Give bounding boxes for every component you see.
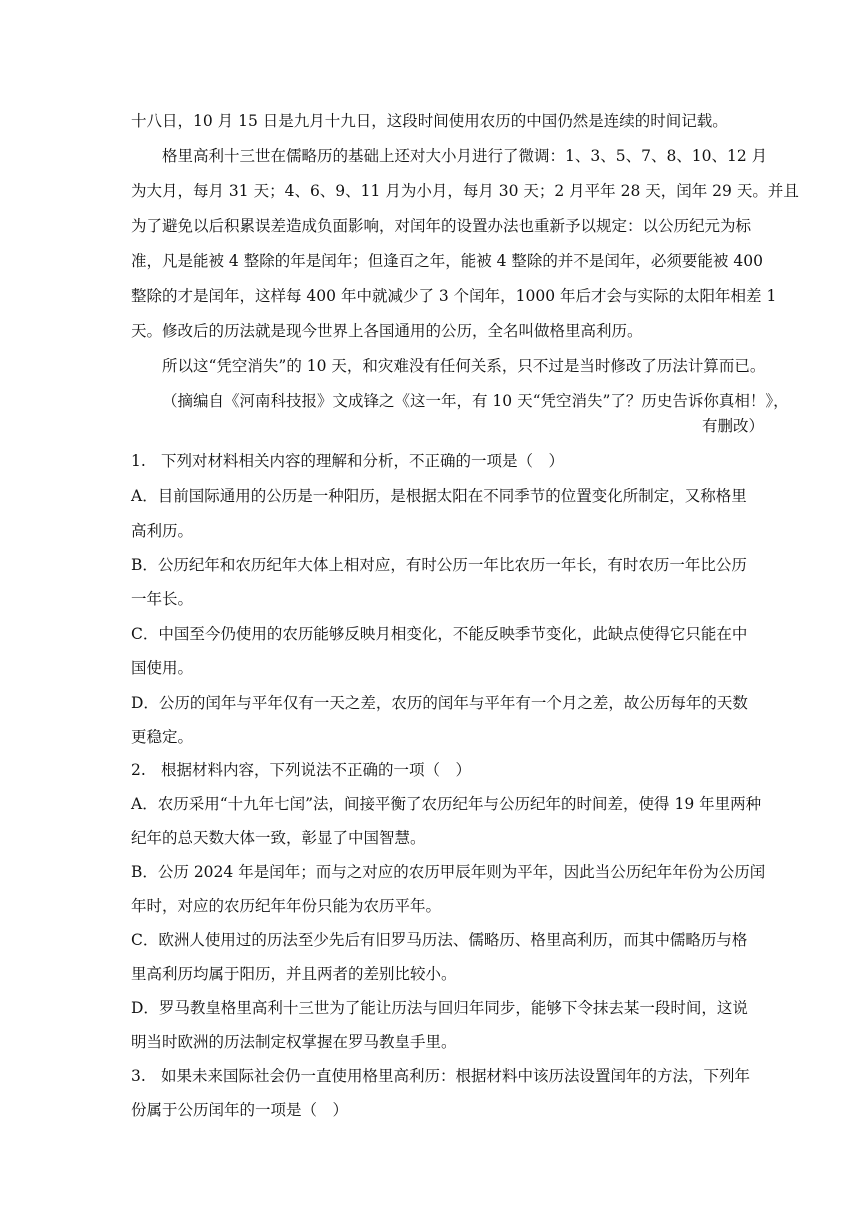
question-stem-cont: 份属于公历闰年的一项是（ ） xyxy=(131,1101,349,1119)
passage-line: 天。修改后的历法就是现今世界上各国通用的公历，全名叫做格里高利历。 xyxy=(131,322,643,340)
option-a: A．目前国际通用的公历是一种阳历，是根据太阳在不同季节的位置变化所制定，又称格里 xyxy=(131,487,747,505)
passage-line: 格里高利十三世在儒略历的基础上还对大小月进行了微调：1、3、5、7、8、10、12 月 xyxy=(162,147,768,165)
question-stem: 下列对材料相关内容的理解和分析，不正确的一项是（ ） xyxy=(161,452,565,470)
passage-line: 所以这“凭空消失”的 10 天，和灾难没有任何关系，只不过是当时修改了历法计算而已。 xyxy=(162,357,766,375)
option-d: D．公历的闰年与平年仅有一天之差，农历的闰年与平年有一个月之差，故公历每年的天数 xyxy=(131,694,748,712)
option-d-cont: 明当时欧洲的历法制定权掌握在罗马教皇手里。 xyxy=(131,1033,457,1051)
passage-line: 为了避免以后积累误差造成负面影响，对闰年的设置办法也重新予以规定：以公历纪元为标 xyxy=(131,217,752,235)
question-stem: 根据材料内容，下列说法不正确的一项（ ） xyxy=(161,761,472,779)
source-citation-end: 有删改） xyxy=(701,417,764,435)
question-number: 3. xyxy=(131,1067,146,1085)
passage-line: 为大月，每月 31 天；4、6、9、11 月为小月，每月 30 天；2 月平年 28 天，闰年 29 天。并且 xyxy=(131,182,799,200)
option-d: D．罗马教皇格里高利十三世为了能让历法与回归年同步，能够下令抹去某一段时间，这说 xyxy=(131,999,748,1017)
question-2 xyxy=(131,760,771,780)
question-number: 2. xyxy=(131,761,146,779)
question-number: 1. xyxy=(131,452,146,470)
question-3 xyxy=(131,1066,771,1086)
option-c-cont: 里高利历均属于阳历，并且两者的差别比较小。 xyxy=(131,965,457,983)
source-citation: （摘编自《河南科技报》文成锋之《这一年，有 10 天“凭空消失”了？历史告诉你真相！》， xyxy=(162,392,789,410)
option-a-cont: 高利历。 xyxy=(131,522,194,540)
option-b: B．公历 2024 年是闰年；而与之对应的农历甲辰年则为平年，因此当公历纪年年份为公历闰 xyxy=(131,863,766,881)
option-c: C．中国至今仍使用的农历能够反映月相变化，不能反映季节变化，此缺点使得它只能在中 xyxy=(131,625,748,643)
option-b-cont: 一年长。 xyxy=(131,590,194,608)
option-b-cont: 年时，对应的农历纪年年份只能为农历平年。 xyxy=(131,897,442,915)
option-a: A．农历采用“十九年七闰”法，间接平衡了农历纪年与公历纪年的时间差，使得 19 年里两种 xyxy=(131,795,762,813)
passage-line: 准，凡是能被 4 整除的年是闰年；但逢百之年，能被 4 整除的并不是闰年，必须要能被 400 xyxy=(131,252,763,270)
passage-line: 十八日，10 月 15 日是九月十九日，这段时间使用农历的中国仍然是连续的时间记载。 xyxy=(131,112,728,130)
option-c-cont: 国使用。 xyxy=(131,659,194,677)
question-1 xyxy=(131,451,771,471)
option-a-cont: 纪年的总天数大体一致，彰显了中国智慧。 xyxy=(131,829,426,847)
question-stem: 如果未来国际社会仍一直使用格里高利历：根据材料中该历法设置闰年的方法，下列年 xyxy=(161,1067,751,1085)
option-c: C．欧洲人使用过的历法至少先后有旧罗马历法、儒略历、格里高利历，而其中儒略历与格 xyxy=(131,931,748,949)
option-d-cont: 更稳定。 xyxy=(131,728,194,746)
option-b: B．公历纪年和农历纪年大体上相对应，有时公历一年比农历一年长，有时农历一年比公历 xyxy=(131,556,747,574)
passage-line: 整除的才是闰年，这样每 400 年中就减少了 3 个闰年，1000 年后才会与实际的太阳年相差 1 xyxy=(131,287,777,305)
